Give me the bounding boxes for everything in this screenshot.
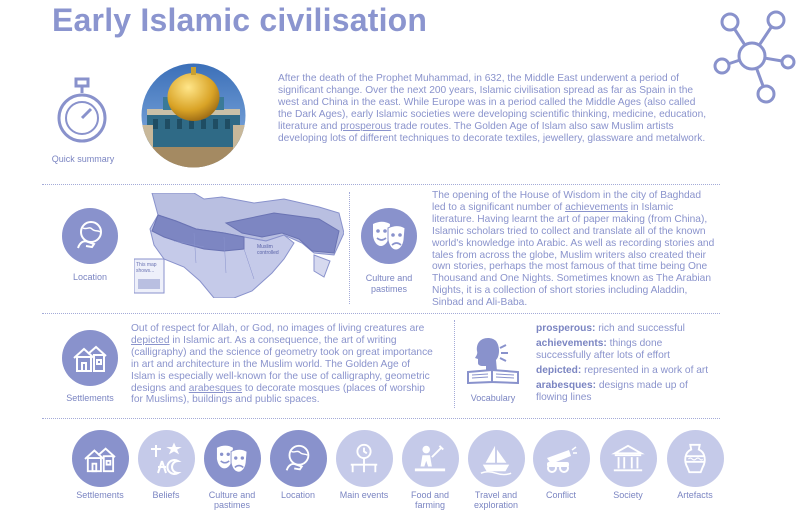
nav-item-conflict[interactable] bbox=[530, 430, 592, 500]
houses-icon bbox=[83, 444, 117, 474]
culture-icon-circle bbox=[361, 208, 417, 264]
nav-circle bbox=[533, 430, 590, 487]
vocabulary-list bbox=[536, 323, 716, 406]
location-map bbox=[134, 193, 344, 298]
religious-symbols-icon bbox=[148, 441, 184, 477]
nav-item-society[interactable] bbox=[597, 430, 659, 500]
network-icon bbox=[702, 4, 806, 108]
divider bbox=[42, 184, 720, 185]
nav-label: Main events bbox=[339, 490, 389, 500]
nav-circle bbox=[667, 430, 724, 487]
nav-circle bbox=[600, 430, 657, 487]
cannon-icon bbox=[543, 444, 579, 474]
settlements-icon-circle bbox=[62, 330, 118, 386]
nav-label: Travel and exploration bbox=[473, 490, 519, 510]
stopwatch-icon bbox=[55, 77, 109, 147]
globe-hand-icon bbox=[72, 218, 108, 254]
nav-label: Society bbox=[613, 490, 643, 500]
summary-paragraph: After the death of the Prophet Muhammad, in 632, the Middle East underwent a period of significant change. Over the next 200 years, Islamic civilisation spread as far as Spain in the west and China in the east. While Europe was in a period called the Middle Ages (also called the Dark Ages), early Islamic societies were developing scientific thinking, medicine, education, literature and prosperous trade routes. The Golden Age of Islam also saw Muslim artists developing lots of different techniques to decorate textiles, jewellery, glassware and metalwork. bbox=[278, 73, 707, 144]
nav-label: Location bbox=[280, 490, 316, 500]
location-label: Location bbox=[72, 272, 108, 282]
nav-label: Beliefs bbox=[152, 490, 180, 500]
timeline-icon bbox=[347, 442, 381, 476]
globe-hand-icon bbox=[281, 442, 315, 476]
nav-label: Artefacts bbox=[677, 490, 713, 500]
vocabulary-icon bbox=[466, 334, 520, 384]
nav-circle bbox=[402, 430, 459, 487]
farmer-icon bbox=[413, 442, 447, 476]
vocab-item-depicted: depicted: represented in a work of art bbox=[536, 364, 709, 376]
nav-circle bbox=[270, 430, 327, 487]
nav-item-beliefs[interactable] bbox=[135, 430, 197, 500]
nav-item-food-and-farming[interactable] bbox=[399, 430, 461, 510]
nav-label: Conflict bbox=[545, 490, 576, 500]
building-icon bbox=[611, 442, 645, 476]
nav-circle bbox=[336, 430, 393, 487]
vocab-item-achievements: achievements: things done successfully after lots of effort bbox=[536, 337, 671, 361]
page-title: Early Islamic civilisation bbox=[52, 2, 428, 38]
nav-label: Culture and pastimes bbox=[208, 490, 256, 510]
nav-circle bbox=[72, 430, 129, 487]
vase-icon bbox=[680, 442, 710, 476]
nav-label: Food and farming bbox=[410, 490, 450, 510]
culture-label: Culture and pastimes bbox=[365, 273, 413, 294]
nav-item-main-events[interactable] bbox=[333, 430, 395, 500]
divider bbox=[42, 313, 720, 314]
map-region-caption: Muslim controlled bbox=[257, 244, 279, 256]
nav-circle bbox=[138, 430, 195, 487]
dome-of-the-rock-photo bbox=[141, 63, 246, 168]
theatre-masks-icon bbox=[214, 443, 250, 475]
map-inset-caption: This map shows... bbox=[136, 262, 157, 274]
depicted-link[interactable]: depicted bbox=[131, 334, 170, 346]
theatre-masks-icon bbox=[370, 219, 408, 253]
culture-paragraph: The opening of the House of Wisdom in the city of Baghdad led to a significant number of achievements in Islamic literature. Having learnt the art of paper making (from China), Islamic scholars tried to collect and translate all of the known world's knowledge into Arabic. As well as recording stories and tales from across the globe, Muslim writers also created their own stories, perhaps the most famous of that time being One Thousand and One Nights. Sometimes known as The Arabian Nights, it is a collection of short stories including Aladdin, Sinbad and Ali-Baba. bbox=[432, 190, 715, 309]
vocabulary-label: Vocabulary bbox=[470, 393, 516, 403]
vocab-item-arabesques: arabesques: designs made up of flowing lines bbox=[536, 379, 688, 403]
achievements-link[interactable]: achievements bbox=[565, 201, 628, 213]
nav-item-artefacts[interactable] bbox=[664, 430, 726, 500]
nav-item-location[interactable] bbox=[267, 430, 329, 500]
ship-icon bbox=[478, 442, 514, 476]
nav-circle bbox=[468, 430, 525, 487]
settlements-label: Settlements bbox=[66, 393, 114, 403]
nav-item-travel-and-exploration[interactable] bbox=[465, 430, 527, 510]
prosperous-link[interactable]: prosperous bbox=[340, 120, 392, 132]
houses-icon bbox=[72, 342, 108, 374]
quick-summary-label: Quick summary bbox=[51, 154, 115, 164]
nav-label: Settlements bbox=[76, 490, 124, 500]
location-icon-circle bbox=[62, 208, 118, 264]
divider bbox=[42, 418, 720, 419]
nav-item-culture-and-pastimes[interactable] bbox=[201, 430, 263, 510]
nav-item-settlements[interactable] bbox=[69, 430, 131, 500]
vocab-item-prosperous: prosperous: rich and successful bbox=[536, 323, 685, 334]
arabesques-link[interactable]: arabesques bbox=[188, 382, 243, 394]
settlements-paragraph: Out of respect for Allah, or God, no images of living creatures are depicted in Islamic art. As a consequence, the art of writing (calligraphy) and the science of geometry took on great importance in art and architecture in the Muslim world. The Golden Age of Islam is especially well-known for the use of calligraphy, geometric designs and arabesques to decorate mosques (places of worship for Muslims), buildings and public spaces. bbox=[131, 323, 433, 406]
nav-circle bbox=[204, 430, 261, 487]
